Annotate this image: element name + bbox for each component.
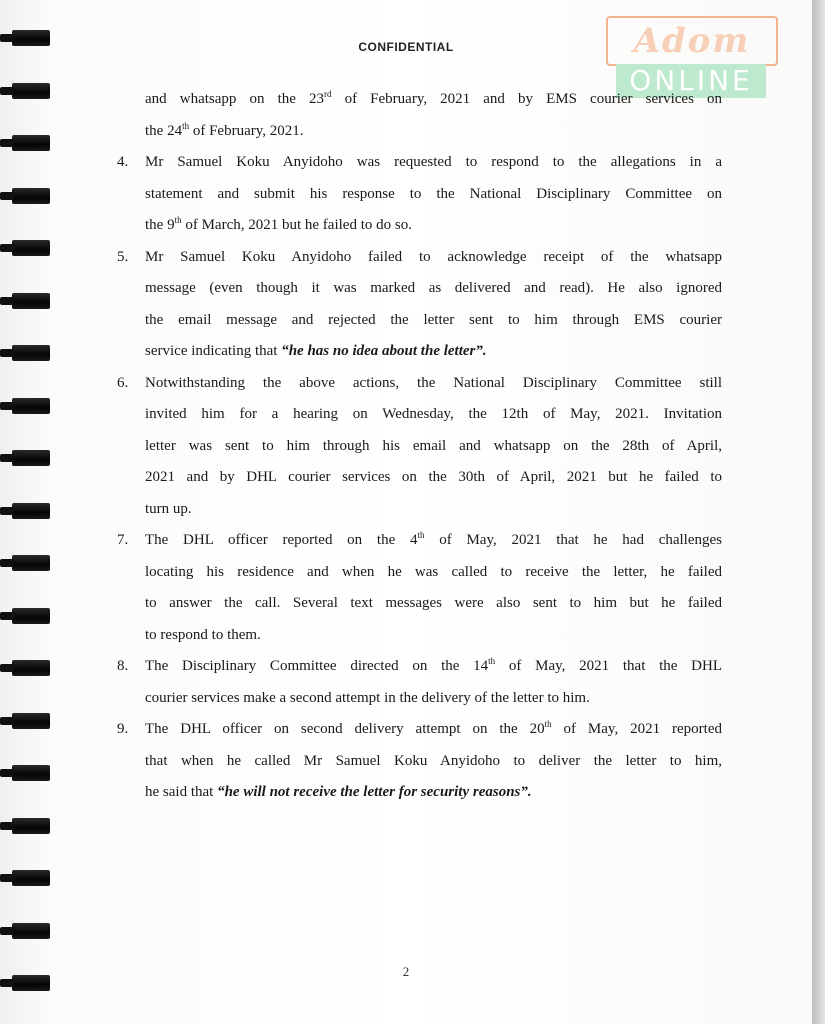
binding-ring: [12, 923, 50, 939]
list-item-6: [117, 368, 722, 526]
spiral-binding: [0, 0, 60, 1024]
text-line: that when he called Mr Samuel Koku Anyidoho to deliver the letter to him,: [145, 752, 722, 769]
list-item-9: [117, 714, 722, 809]
watermark-online-text: ONLINE: [616, 64, 766, 98]
watermark-adom-text: Adom: [606, 16, 778, 66]
text-line: to respond to them.: [145, 626, 261, 643]
binding-ring: [12, 660, 50, 676]
binding-ring: [12, 345, 50, 361]
binding-ring: [12, 450, 50, 466]
binding-ring: [12, 188, 50, 204]
text-line: statement and submit his response to the National Disciplinary Committee on: [145, 185, 722, 202]
text-line: 2021 and by DHL courier services on the 30th of April, 2021 but he failed to: [145, 469, 722, 485]
binding-ring: [12, 398, 50, 414]
text-line: courier services make a second attempt in the delivery of the letter to him.: [145, 689, 590, 706]
text-line: the 9th of March, 2021 but he failed to do so.: [145, 215, 412, 233]
binding-ring: [12, 608, 50, 624]
text-line: locating his residence and when he was called to receive the letter, he failed: [145, 563, 722, 580]
item-number: 8.: [117, 658, 129, 674]
item-number: 6.: [117, 374, 129, 391]
list-item-5: [117, 242, 722, 368]
document-body: [117, 84, 722, 809]
intro-paragraph: [117, 84, 722, 147]
binding-ring: [12, 83, 50, 99]
quoted-statement: “he has no idea about the letter”.: [281, 343, 487, 359]
binding-ring: [12, 503, 50, 519]
binding-ring: [12, 818, 50, 834]
page-number: 2: [402, 964, 410, 979]
text-line: Mr Samuel Koku Anyidoho was requested to respond to the allegations in a: [145, 154, 722, 170]
text-line: message (even though it was marked as delivered and read). He also ignored: [145, 280, 722, 296]
text-line: invited him for a hearing on Wednesday, the 12th of May, 2021. Invitation: [145, 406, 722, 422]
list-item-8: [117, 651, 722, 714]
binding-ring: [12, 135, 50, 151]
text-line: The Disciplinary Committee directed on the 14th of May, 2021 that the DHL: [145, 656, 722, 674]
binding-ring: [12, 870, 50, 886]
text-line: The DHL officer reported on the 4th of May, 2021 that he had challenges: [145, 530, 722, 548]
list-item-4: [117, 147, 722, 242]
text-line: The DHL officer on second delivery attempt on the 20th of May, 2021 reported: [145, 719, 722, 737]
confidential-header: CONFIDENTIAL: [358, 40, 454, 54]
text-line: Mr Samuel Koku Anyidoho failed to acknowledge receipt of the whatsapp: [145, 248, 722, 265]
text-line: to answer the call. Several text messages were also sent to him but he failed: [145, 595, 722, 611]
text-line: turn up.: [145, 500, 192, 517]
binding-ring: [12, 293, 50, 309]
item-number: 4.: [117, 154, 129, 170]
text-line: the email message and rejected the letter sent to him through EMS courier: [145, 311, 722, 328]
binding-ring: [12, 765, 50, 781]
page-edge-shadow: [812, 0, 825, 1024]
item-number: 5.: [117, 248, 129, 265]
text-line: service indicating that “he has no idea about the letter”.: [145, 343, 487, 359]
text-line: and whatsapp on the 23rd of February, 2021 and by EMS courier services on: [145, 89, 723, 107]
binding-ring: [12, 240, 50, 256]
binding-ring: [12, 555, 50, 571]
text-line: the 24th of February, 2021.: [145, 120, 304, 139]
list-item-7: [117, 525, 722, 651]
item-number: 9.: [117, 721, 129, 737]
text-line: Notwithstanding the above actions, the National Disciplinary Committee still: [145, 374, 722, 391]
text-line: he said that “he will not receive the letter for security reasons”.: [145, 784, 532, 800]
item-number: 7.: [117, 532, 129, 548]
binding-ring: [12, 713, 50, 729]
quoted-statement: “he will not receive the letter for security reasons”.: [217, 784, 532, 800]
text-line: letter was sent to him through his email and whatsapp on the 28th of April,: [145, 437, 722, 454]
